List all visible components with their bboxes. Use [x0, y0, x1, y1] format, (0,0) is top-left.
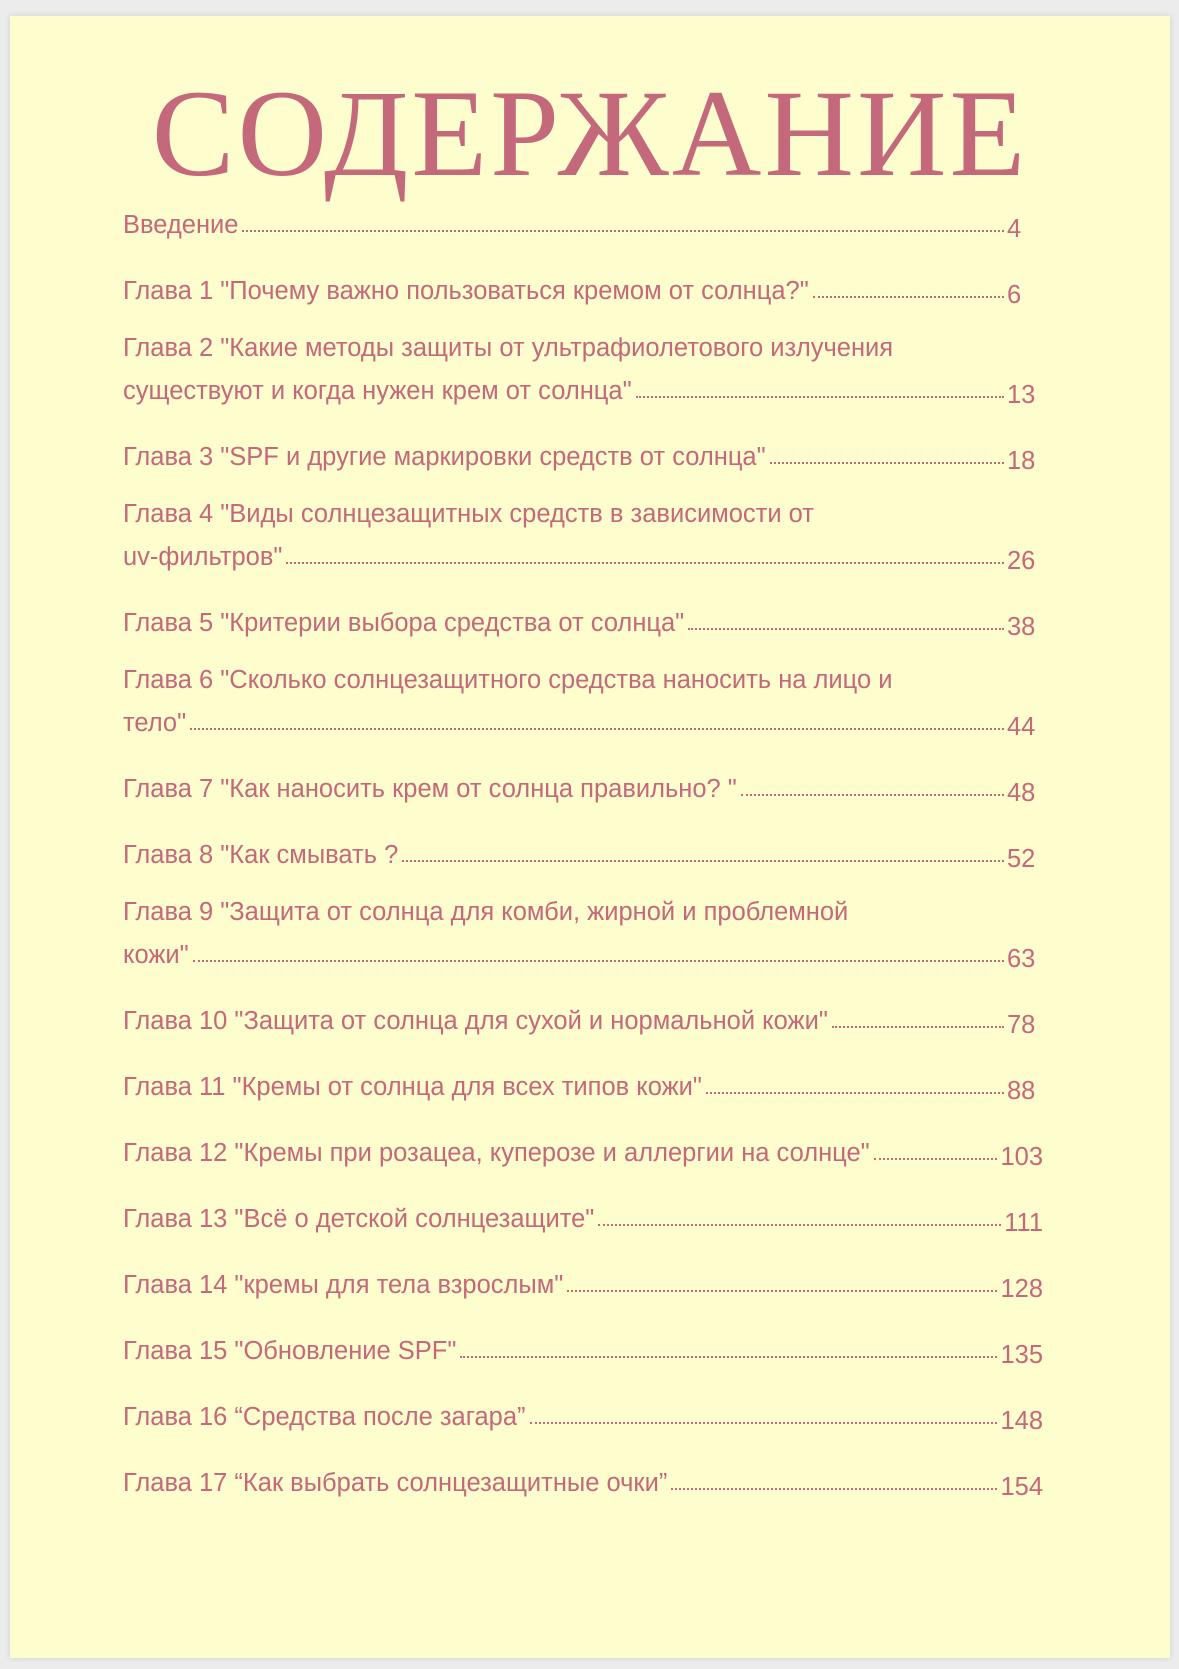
- toc-entry[interactable]: [123, 832, 1043, 873]
- dotted-leader: [813, 296, 1004, 298]
- toc-entry[interactable]: [123, 998, 1043, 1039]
- toc-page-number: 26: [1007, 547, 1036, 575]
- toc-entry-title: Глава 5 "Критерии выбора средства от солнца": [123, 609, 685, 637]
- toc-entry[interactable]: [123, 898, 1043, 973]
- document-page: [10, 16, 1170, 1658]
- toc-entry-title: Глава 13 "Всё о детской солнцезащите": [123, 1205, 595, 1233]
- toc-entry-title: Глава 14 "кремы для тела взрослым": [123, 1271, 564, 1299]
- toc-entry[interactable]: [123, 1196, 1043, 1237]
- toc-entry[interactable]: [123, 766, 1043, 807]
- toc-page-number: 13: [1007, 381, 1036, 409]
- dotted-leader: [706, 1092, 1004, 1094]
- dotted-leader: [402, 860, 1004, 862]
- dotted-leader: [530, 1422, 998, 1424]
- toc-entry[interactable]: [123, 1130, 1043, 1171]
- toc-entry[interactable]: [123, 1262, 1043, 1303]
- toc-page-number: 128: [1000, 1275, 1043, 1303]
- toc-page-number: 154: [1000, 1473, 1043, 1501]
- toc-entry-title-line1: Глава 6 "Сколько солнцезащитного средства наносить на лицо и: [123, 666, 893, 694]
- dotted-leader: [671, 1488, 997, 1490]
- toc-entry-title: Глава 10 "Защита от солнца для сухой и нормальной кожи": [123, 1007, 828, 1035]
- dotted-leader: [460, 1356, 997, 1358]
- dotted-leader: [190, 728, 1004, 730]
- toc-entry[interactable]: [123, 1328, 1043, 1369]
- toc-page-number: 18: [1007, 447, 1036, 475]
- toc-entry-title: Глава 12 "Кремы при розацеа, куперозе и аллергии на солнце": [123, 1139, 870, 1167]
- toc-page-number: 6: [1007, 281, 1022, 309]
- toc-entry-title: тело": [123, 709, 187, 737]
- dotted-leader: [598, 1224, 1001, 1226]
- dotted-leader: [741, 794, 1004, 796]
- toc-entry-title: Глава 15 "Обновление SPF": [123, 1337, 457, 1365]
- page-title: СОДЕРЖАНИЕ: [151, 65, 1029, 202]
- toc-entry-title-line1: Глава 2 "Какие методы защиты от ультрафиолетового излучения: [123, 334, 894, 362]
- toc-entry[interactable]: [123, 268, 1043, 309]
- dotted-leader: [567, 1290, 997, 1292]
- toc-entry[interactable]: [123, 500, 1043, 575]
- toc-entry-title: кожи": [123, 941, 189, 969]
- toc-entry-title: Глава 16 “Средства после загара”: [123, 1403, 526, 1431]
- toc-page-number: 48: [1007, 779, 1036, 807]
- toc-page-number: 135: [1000, 1341, 1043, 1369]
- toc-entry-title: Глава 17 “Как выбрать солнцезащитные очки”: [123, 1469, 668, 1497]
- dotted-leader: [874, 1158, 998, 1160]
- dotted-leader: [242, 230, 1004, 232]
- toc-entry[interactable]: [123, 334, 1043, 409]
- toc-page-number: 38: [1007, 613, 1036, 641]
- toc-page-number: 148: [1000, 1407, 1043, 1435]
- toc-entry[interactable]: [123, 1460, 1043, 1501]
- toc-page-number: 111: [1004, 1209, 1043, 1237]
- toc-entry-title: uv-фильтров": [123, 543, 283, 571]
- dotted-leader: [832, 1026, 1004, 1028]
- dotted-leader: [636, 396, 1004, 398]
- toc-entry-title: Глава 7 "Как наносить крем от солнца правильно? ": [123, 775, 737, 803]
- toc-entry-title: Глава 11 "Кремы от солнца для всех типов кожи": [123, 1073, 702, 1101]
- toc-entry[interactable]: [123, 434, 1043, 475]
- toc-page-number: 78: [1007, 1011, 1036, 1039]
- toc-entry[interactable]: [123, 1064, 1043, 1105]
- toc-page-number: 88: [1007, 1077, 1036, 1105]
- toc-entry-title: Введение: [123, 211, 239, 239]
- toc-page-number: 52: [1007, 845, 1036, 873]
- dotted-leader: [193, 960, 1004, 962]
- toc-page-number: 44: [1007, 713, 1036, 741]
- toc-entry[interactable]: [123, 600, 1043, 641]
- dotted-leader: [286, 562, 1004, 564]
- toc-entry[interactable]: [123, 202, 1043, 243]
- toc-entry-title: Глава 8 "Как смывать ?: [123, 841, 399, 869]
- toc-page-number: 63: [1007, 945, 1036, 973]
- toc-entry[interactable]: [123, 1394, 1043, 1435]
- toc-entry-title-line1: Глава 9 "Защита от солнца для комби, жирной и проблемной: [123, 898, 849, 926]
- dotted-leader: [770, 462, 1004, 464]
- toc-entry-title: Глава 3 "SPF и другие маркировки средств от солнца": [123, 443, 766, 471]
- toc-page-number: 4: [1007, 215, 1022, 243]
- toc-entry-title: Глава 1 "Почему важно пользоваться кремом от солнца?": [123, 277, 809, 305]
- toc-page-number: 103: [1000, 1143, 1043, 1171]
- toc-entry[interactable]: [123, 666, 1043, 741]
- dotted-leader: [688, 628, 1004, 630]
- toc-entry-title-line1: Глава 4 "Виды солнцезащитных средств в зависимости от: [123, 500, 814, 528]
- toc-entry-title: существуют и когда нужен крем от солнца": [123, 377, 632, 405]
